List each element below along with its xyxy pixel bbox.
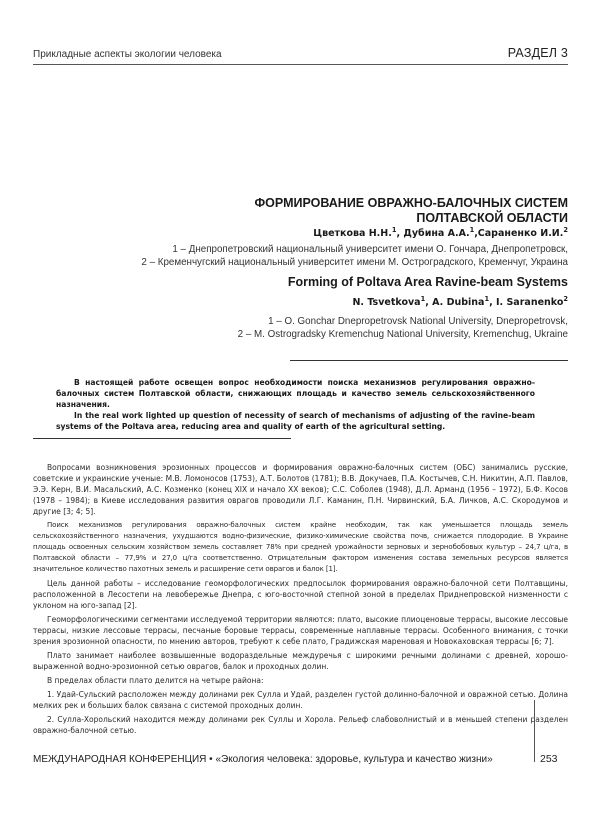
- author-en-1: N. Tsvetkova: [352, 297, 421, 308]
- author-ru-3-sup: 2: [563, 225, 568, 234]
- running-header-section-label: РАЗДЕЛ 3: [507, 46, 568, 60]
- article-title-ru: [33, 196, 568, 226]
- author-en-2: A. Dubina: [432, 297, 485, 308]
- author-ru-2-sep: ,: [474, 228, 478, 239]
- abstract-en: In the real work lighted up question of necessity of search of mechanisms of adjusting of the ravine-beam systems of the Poltava area, reducing area and quality of earth of the agricultural setting.: [56, 411, 535, 431]
- article-title-ru-line2: ПОЛТАВСКОЙ ОБЛАСТИ: [416, 211, 568, 225]
- author-en-1-sep: ,: [425, 297, 433, 308]
- body-paragraph-5: Плато занимает наиболее возвышенные водораздельные междуречья с широкими речными долинами с древней, хорошо-выраженной водно-эрозионной сетью оврагов, балок и проходных долин.: [33, 651, 568, 671]
- body-paragraph-7: 1. Удай-Сульский расположен между долинами рек Сулла и Удай, разделен густой долинно-балочной и овражной сетью. Долина мелких рек и больших балок связана с системой проходных долин.: [33, 690, 568, 710]
- header-divider: [33, 64, 568, 65]
- affiliation-ru-2: 2 – Кременчугский национальный университет имени М. Остроградского, Кременчуг, Украина: [141, 256, 568, 268]
- body-paragraph-6: В пределах области плато делится на четыре района:: [47, 676, 264, 685]
- author-en-2-sup: 1: [484, 294, 490, 303]
- author-en-2-sep: ,: [489, 297, 497, 308]
- author-en-1-sup: 1: [420, 294, 426, 303]
- affiliations-en: [238, 316, 568, 341]
- affiliation-en-2: 2 – M. Ostrogradsky Kremenchug National University, Kremenchug, Ukraine: [237, 328, 568, 340]
- body-paragraph-2: Поиск механизмов регулирования овражно-балочных систем крайне необходим, так как уменьшается площадь земель сельскохозяйственного назначения, ухудшаются водно-физические, физико-химические свойства почв, снижается плодородие. В Украине площадь освоенных сельским хозяйством земель составляет 78% при средней урожайности зерновых и зернобобовых культур – 24,7 ц/га, в Полтавской области – 77,9% и 27,0 ц/га соответственно. Отрицательным фактором изменения состава земельных ресурсов является значительное количество пахотных земель и расширение сети оврагов и балок [1].: [33, 521, 568, 573]
- author-ru-1-sup: 1: [391, 225, 397, 234]
- article-body: [33, 462, 568, 739]
- authors-ru: [313, 225, 568, 239]
- authors-en: [352, 294, 568, 308]
- body-paragraph-3: Цель данной работы – исследование геоморфологических предпосылок формирования овражно-балочной сети Полтавщины, расположенной в Лесостепи на левобережье Днепра, с юго-восточной степной зоной в пределах Приднепровской низменности с уклоном на юго-запад [2].: [33, 579, 568, 610]
- affiliation-en-1: 1 – O. Gonchar Dnepropetrovsk National University, Dnepropetrovsk,: [268, 316, 568, 327]
- author-en-3: I. Saranenko: [496, 297, 564, 308]
- body-paragraph-1: Вопросами возникновения эрозионных процессов и формирования овражно-балочных систем (ОБС) занимались русские, советские и украинские ученые: М.В. Ломоносов (1753), А.Т. Болотов (1781); В.В. Докучаев, П.А. Костычев, С.Н. Никитин, А.П. Павлов, Э.Э. Керн, В.И. Масальский, А.С. Козменко (конец XIX и начало XX веков); С.С. Соболев (1948), Д.Л. Арманд (1956 – 1972), Б.Ф. Косов (1978 – 1984); в Киеве исследования развития оврагов проводили Л.Г. Каманин, П.Н. Чирвинский, Б.А. Личков, А.С. Скородумов и другие [3; 4; 5].: [33, 463, 568, 516]
- body-paragraph-8: 2. Сулла-Хорольский находится между долинами рек Суллы и Хорола. Рельеф слабоволнистый и в меньшей степени разделен овражно-балочной сетью.: [33, 715, 568, 735]
- article-title-en: Forming of Poltava Area Ravine-beam Systems: [287, 275, 568, 289]
- abstract-top-rule: [290, 360, 568, 361]
- affiliations-ru: [141, 244, 568, 269]
- article-title-ru-line1: ФОРМИРОВАНИЕ ОВРАЖНО-БАЛОЧНЫХ СИСТЕМ: [254, 196, 568, 210]
- abstract: [56, 377, 535, 432]
- author-ru-3: Сараненко И.И.: [477, 228, 564, 239]
- affiliation-ru-1: 1 – Днепропетровский национальный университет имени О. Гончара, Днепропетровск,: [172, 244, 568, 255]
- author-ru-2-sup: 1: [469, 225, 475, 234]
- abstract-bottom-rule: [33, 438, 291, 439]
- author-ru-1-sep: ,: [396, 228, 404, 239]
- abstract-ru: В настоящей работе освещен вопрос необходимости поиска механизмов регулирования овражно-балочных систем Полтавской области, снижающих площадь и качество земель сельскохозяйственного назначения.: [56, 378, 535, 409]
- author-en-3-sup: 2: [563, 294, 568, 303]
- footer-conference: МЕЖДУНАРОДНАЯ КОНФЕРЕНЦИЯ • «Экология человека: здоровье, культура и качество жизни»: [33, 754, 493, 765]
- footer-vertical-rule: [534, 700, 535, 762]
- running-header-section-title: Прикладные аспекты экологии человека: [33, 49, 222, 60]
- author-ru-2: Дубина А.А.: [403, 228, 470, 239]
- page-number: 253: [540, 753, 558, 765]
- body-paragraph-4: Геоморфологическими сегментами исследуемой территории являются: плато, высокие плиоценовые террасы, высокие лессовые террасы, низкие лессовые террасы, песчаные боровые террасы, современные наплавные террасы. Особенного внимания, с точки зрения эрозионной опасности, по мнению авторов, требуют к себе плато, Градижская мареновая и Новокаховская террасы [6; 7].: [33, 615, 568, 646]
- author-ru-1: Цветкова Н.Н.: [313, 228, 392, 239]
